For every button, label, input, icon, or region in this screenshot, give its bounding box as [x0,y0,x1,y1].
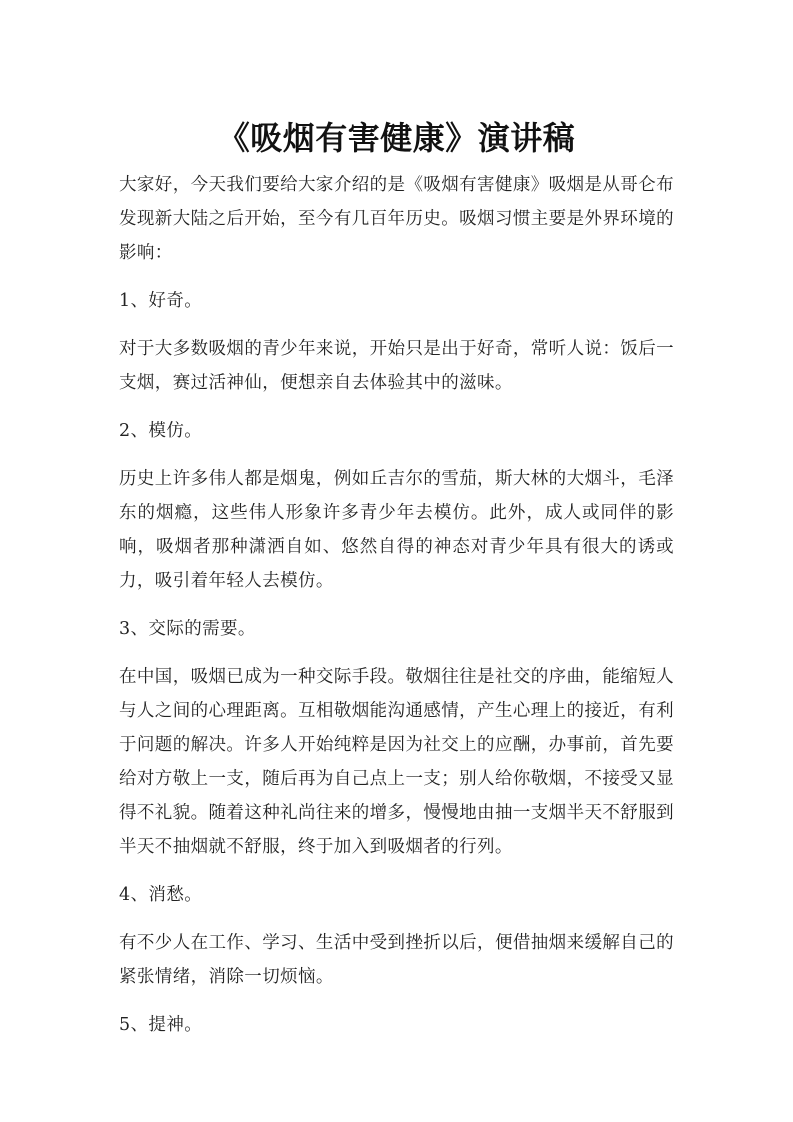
section-heading-social: 3、交际的需要。 [119,619,256,639]
document-body [119,168,674,1056]
section-heading-imitation: 2、模仿。 [119,421,203,441]
section-heading-refresh: 5、提神。 [119,1015,203,1035]
section-heading-relief: 4、消愁。 [119,885,203,905]
section-heading-curiosity: 1、好奇。 [119,291,203,311]
social-paragraph: 在中国，吸烟已成为一种交际手段。敬烟往往是社交的序曲，能缩短人与人之间的心理距离。互相敬烟能沟通感情，产生心理上的接近，有利于问题的解决。许多人开始纯粹是因为社交上的应酬，办事前，首先要给对方敬上一支，随后再为自己点上一支；别人给你敬烟，不接受又显得不礼貌。随着这种礼尚往来的增多，慢慢地由抽一支烟半天不舒服到半天不抽烟就不舒服，终于加入到吸烟者的行列。 [119,667,674,857]
intro-paragraph: 大家好，今天我们要给大家介绍的是《吸烟有害健康》吸烟是从哥仑布发现新大陆之后开始，至今有几百年历史。吸烟习惯主要是外界环境的影响： [119,175,674,263]
curiosity-paragraph: 对于大多数吸烟的青少年来说，开始只是出于好奇，常听人说：饭后一支烟，赛过活神仙，便想亲自去体验其中的滋味。 [119,339,674,393]
relief-paragraph: 有不少人在工作、学习、生活中受到挫折以后，便借抽烟来缓解自己的紧张情绪，消除一切烦恼。 [119,933,674,987]
imitation-paragraph: 历史上许多伟人都是烟鬼，例如丘吉尔的雪茄，斯大林的大烟斗，毛泽东的烟瘾，这些伟人形象许多青少年去模仿。此外，成人或同伴的影响，吸烟者那种潇洒自如、悠然自得的神态对青少年具有很大的诱或力，吸引着年轻人去模仿。 [119,469,674,591]
document-title: 《吸烟有害健康》演讲稿 [217,119,576,158]
